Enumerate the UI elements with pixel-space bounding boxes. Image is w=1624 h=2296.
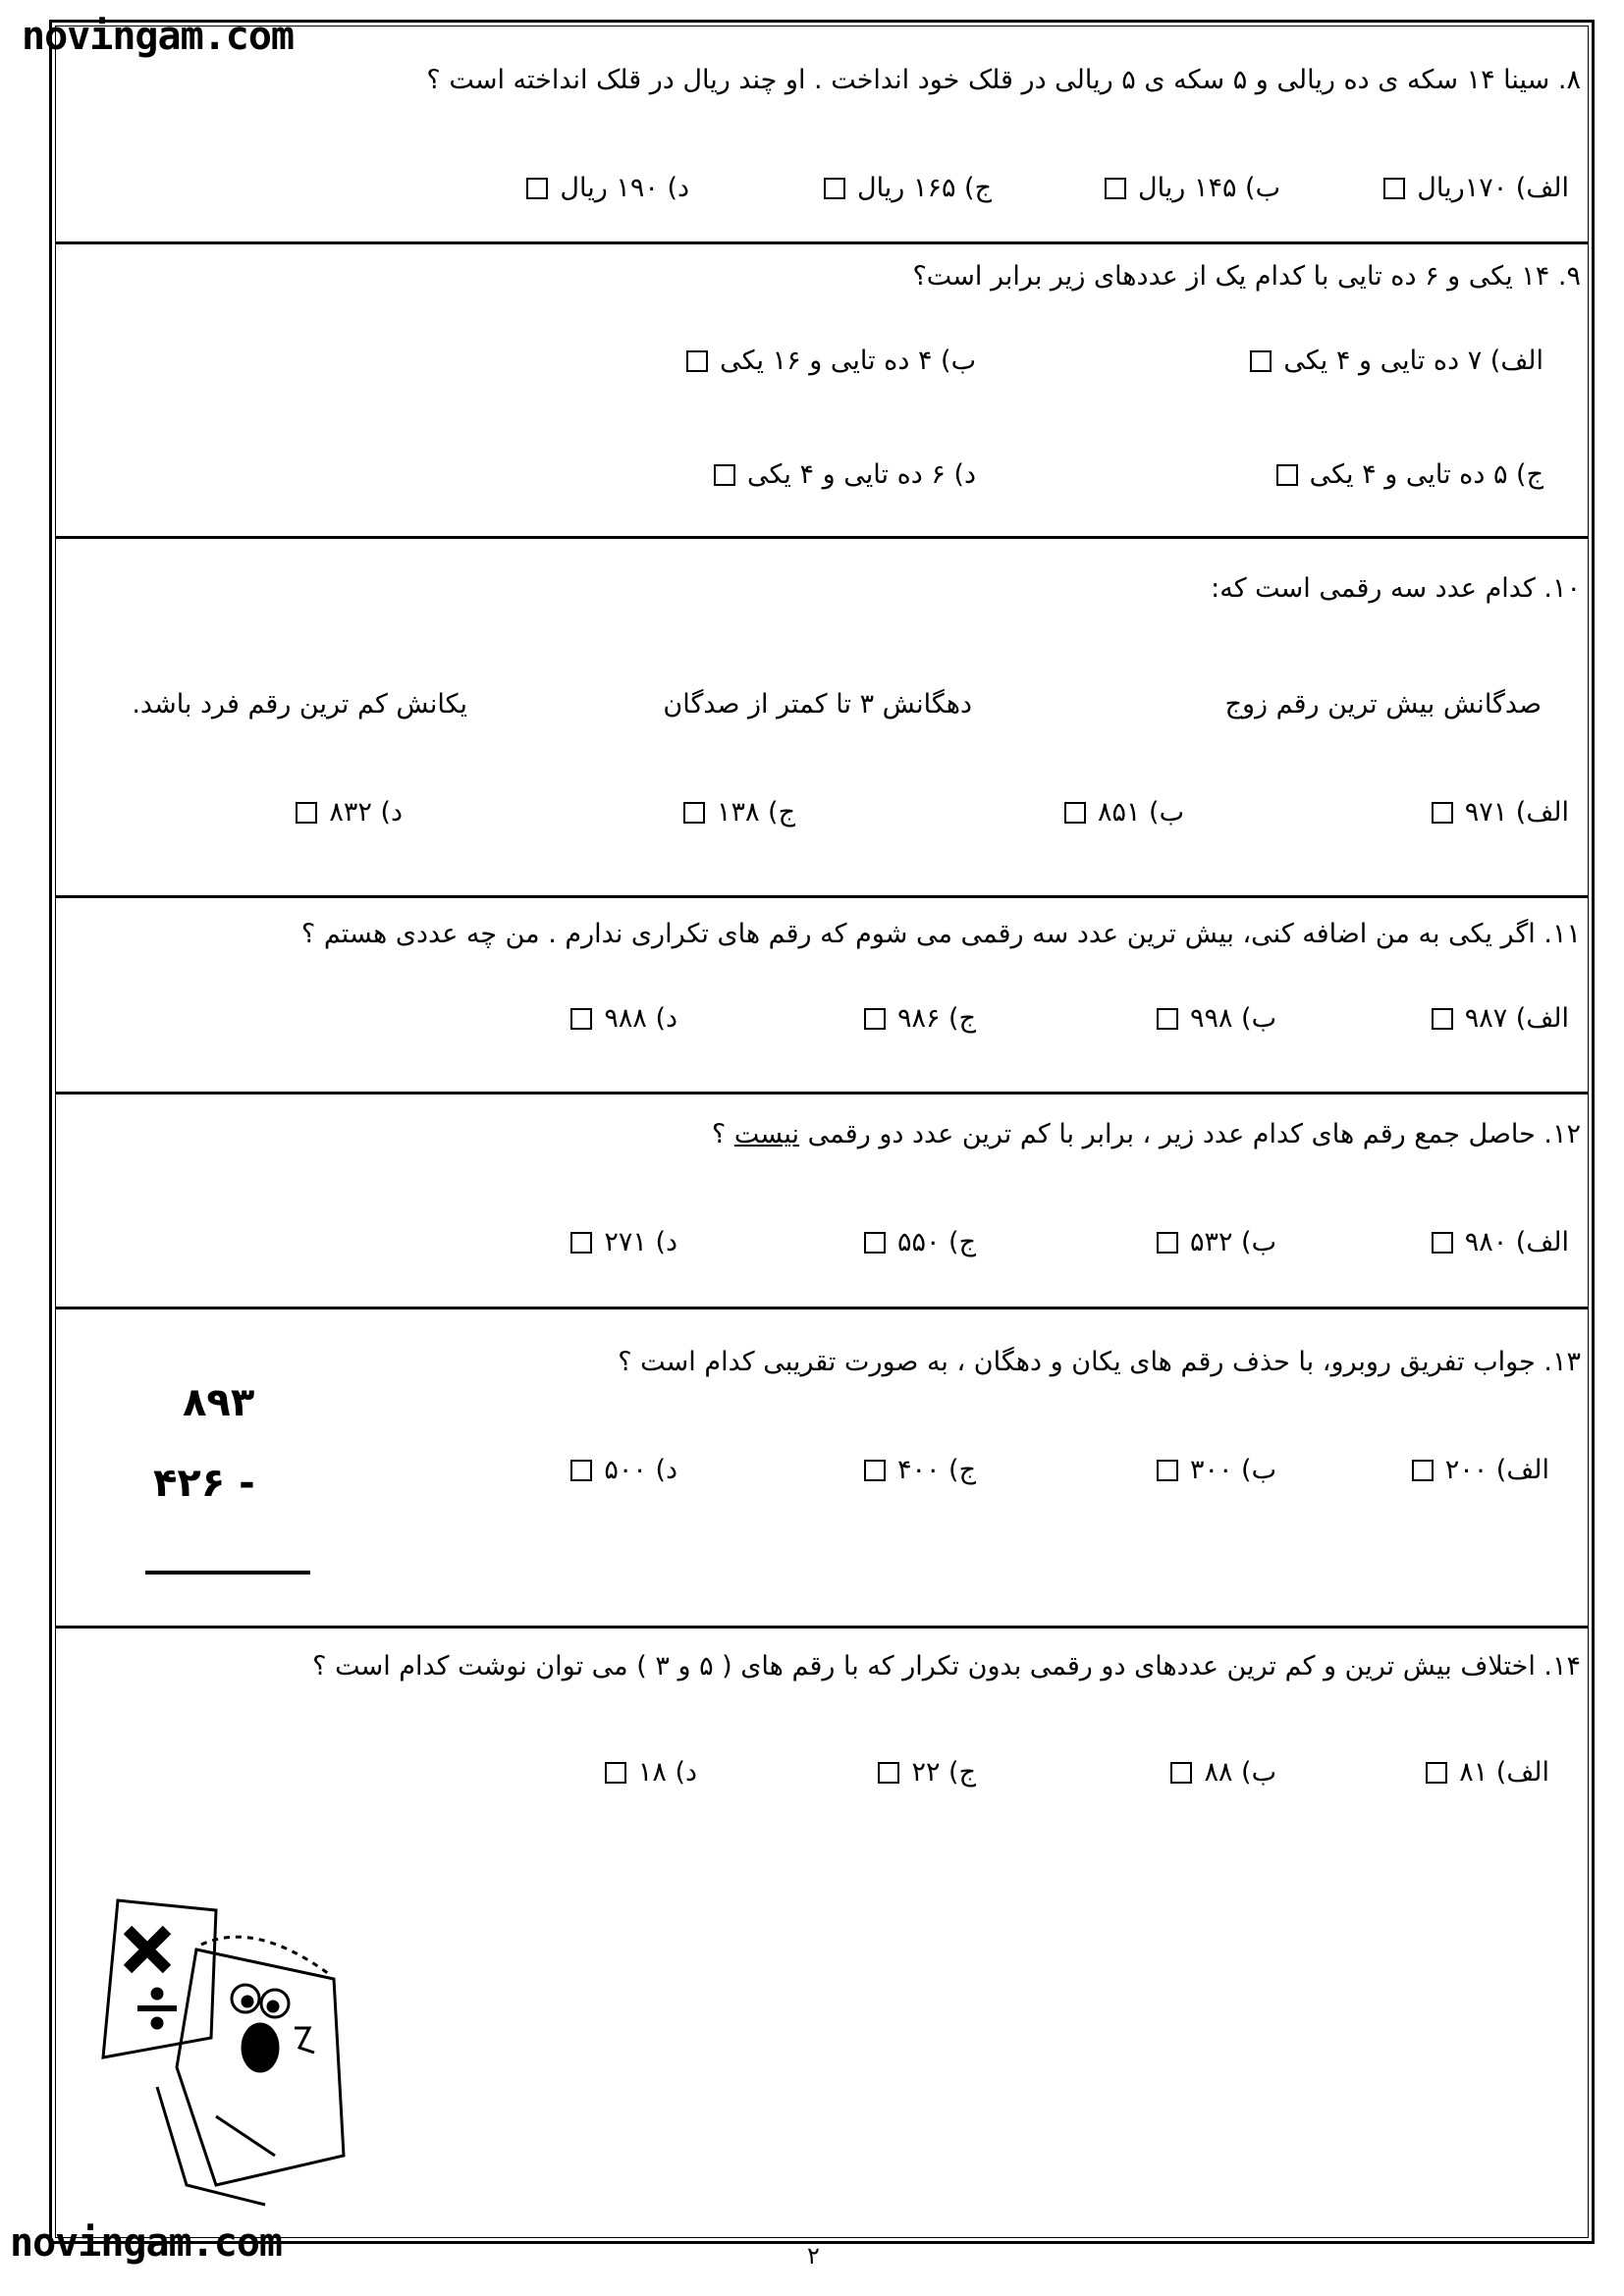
checkbox[interactable]	[683, 802, 705, 824]
checkbox[interactable]	[1426, 1762, 1447, 1784]
q14-option-d[interactable]: د) ۱۸	[593, 1757, 697, 1788]
q10-condition-1: صدگانش بیش ترین رقم زوج	[1224, 689, 1542, 720]
q10-condition-2: دهگانش ۳ تا کمتر از صدگان	[663, 689, 972, 720]
watermark-top: novingam.com	[22, 14, 294, 59]
question-13-text: ۱۳. جواب تفریق روبرو، با حذف رقم های یکان و دهگان ، به صورت تقریبی کدام است ؟	[618, 1347, 1581, 1377]
q10-condition-3: یکانش کم ترین رقم فرد باشد.	[132, 689, 467, 720]
q11-option-d[interactable]: د) ۹۸۸	[559, 1003, 677, 1034]
q13-option-d[interactable]: د) ۵۰۰	[559, 1455, 677, 1485]
q12-option-d[interactable]: د) ۲۷۱	[559, 1227, 677, 1257]
question-12-text: ۱۲. حاصل جمع رقم های کدام عدد زیر ، برابر با کم ترین عدد دو رقمی نیست ؟	[711, 1119, 1581, 1149]
q11-option-a[interactable]: الف) ۹۸۷	[1420, 1003, 1569, 1034]
checkbox[interactable]	[526, 178, 548, 199]
subtraction-top-number: ۸۹۳	[183, 1380, 255, 1425]
q8-option-d[interactable]: د) ۱۹۰ ریال	[514, 173, 689, 203]
checkbox[interactable]	[1157, 1008, 1178, 1030]
q13-option-c[interactable]: ج) ۴۰۰	[852, 1455, 976, 1485]
question-11-text: ۱۱. اگر یکی به من اضافه کنی، بیش ترین عدد سه رقمی می شوم که رقم های تکراری ندارم . من چه عددی هستم ؟	[300, 919, 1581, 949]
divider	[55, 241, 1589, 244]
q10-option-c[interactable]: ج) ۱۳۸	[672, 797, 795, 828]
checkbox[interactable]	[824, 178, 845, 199]
q9-option-c[interactable]: ج) ۵ ده تایی و ۴ یکی	[1265, 459, 1543, 490]
checkbox[interactable]	[878, 1762, 899, 1784]
divider	[55, 1092, 1589, 1095]
checkbox[interactable]	[605, 1762, 626, 1784]
subtraction-line	[145, 1571, 310, 1575]
q14-option-c[interactable]: ج) ۲۲	[866, 1757, 976, 1788]
checkbox[interactable]	[864, 1460, 886, 1481]
question-10-text: ۱۰. کدام عدد سه رقمی است که:	[1211, 573, 1581, 604]
checkbox[interactable]	[1250, 350, 1272, 372]
q9-option-d[interactable]: د) ۶ ده تایی و ۴ یکی	[702, 459, 976, 490]
checkbox[interactable]	[1412, 1460, 1434, 1481]
watermark-bottom: novingam.com	[10, 2220, 282, 2266]
q10-option-d[interactable]: د) ۸۳۲	[284, 797, 403, 828]
q12-option-a[interactable]: الف) ۹۸۰	[1420, 1227, 1569, 1257]
checkbox[interactable]	[1157, 1232, 1178, 1254]
math-cartoon-illustration	[98, 1891, 393, 2215]
math-card-icon	[103, 1900, 216, 2057]
divider	[55, 536, 1589, 539]
q14-option-a[interactable]: الف) ۸۱	[1414, 1757, 1549, 1788]
checkbox[interactable]	[1105, 178, 1126, 199]
checkbox[interactable]	[1276, 464, 1298, 486]
q11-option-b[interactable]: ب) ۹۹۸	[1145, 1003, 1276, 1034]
checkbox[interactable]	[570, 1460, 592, 1481]
q13-option-a[interactable]: الف) ۲۰۰	[1400, 1455, 1549, 1485]
checkbox[interactable]	[1383, 178, 1405, 199]
underlined-word: نیست	[733, 1119, 800, 1149]
checkbox[interactable]	[1157, 1460, 1178, 1481]
q8-option-b[interactable]: ب) ۱۴۵ ریال	[1093, 173, 1280, 203]
checkbox[interactable]	[1432, 802, 1453, 824]
question-14-text: ۱۴. اختلاف بیش ترین و کم ترین عددهای دو رقمی بدون تکرار که با رقم های ( ۵ و ۳ ) می توان نوشت کدام است ؟	[312, 1651, 1581, 1682]
q13-option-b[interactable]: ب) ۳۰۰	[1145, 1455, 1276, 1485]
q11-option-c[interactable]: ج) ۹۸۶	[852, 1003, 976, 1034]
checkbox[interactable]	[686, 350, 708, 372]
q8-option-c[interactable]: ج) ۱۶۵ ریال	[812, 173, 992, 203]
subtraction-bottom-number: - ۴۲۶	[153, 1461, 255, 1506]
q8-option-a[interactable]: الف) ۱۷۰ریال	[1372, 173, 1569, 203]
question-8-text: ۸. سینا ۱۴ سکه ی ده ریالی و ۵ سکه ی ۵ ریالی در قلک خود انداخت . او چند ریال در قلک انداخته است ؟	[426, 65, 1581, 95]
q12-option-b[interactable]: ب) ۵۳۲	[1145, 1227, 1276, 1257]
q9-option-b[interactable]: ب) ۴ ده تایی و ۱۶ یکی	[675, 346, 976, 376]
checkbox[interactable]	[1064, 802, 1086, 824]
checkbox[interactable]	[1432, 1232, 1453, 1254]
divider	[55, 1626, 1589, 1629]
checkbox[interactable]	[714, 464, 735, 486]
checkbox[interactable]	[864, 1008, 886, 1030]
q14-option-b[interactable]: ب) ۸۸	[1159, 1757, 1276, 1788]
page-number: ۲	[807, 2242, 820, 2269]
question-9-text: ۹. ۱۴ یکی و ۶ ده تایی با کدام یک از عددهای زیر برابر است؟	[912, 261, 1581, 292]
q12-option-c[interactable]: ج) ۵۵۰	[852, 1227, 976, 1257]
checkbox[interactable]	[1170, 1762, 1192, 1784]
checkbox[interactable]	[864, 1232, 886, 1254]
q9-option-a[interactable]: الف) ۷ ده تایی و ۴ یکی	[1238, 346, 1543, 376]
checkbox[interactable]	[1432, 1008, 1453, 1030]
divider	[55, 1307, 1589, 1309]
divider	[55, 895, 1589, 898]
q10-option-b[interactable]: ب) ۸۵۱	[1053, 797, 1184, 828]
checkbox[interactable]	[296, 802, 317, 824]
q10-option-a[interactable]: الف) ۹۷۱	[1420, 797, 1569, 828]
checkbox[interactable]	[570, 1008, 592, 1030]
checkbox[interactable]	[570, 1232, 592, 1254]
